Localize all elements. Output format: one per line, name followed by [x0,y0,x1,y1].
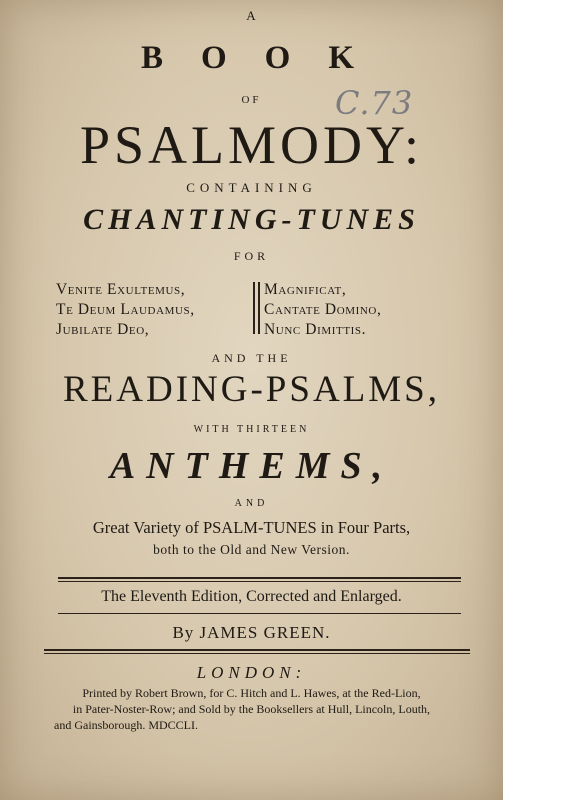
title-article: A [246,8,257,23]
manuscript-shelfmark: C.73 [335,84,414,122]
for-label: FOR [233,249,270,263]
canticle-item: Nunc Dimittis. [264,321,367,338]
canticle-item: Jubilate Deo, [56,321,150,338]
rule-mid [58,613,461,614]
rule-bottom [44,649,470,651]
and-the-label: AND THE [211,351,292,365]
canticles-right-column [264,280,381,340]
imprint-city: LONDON: [196,663,307,682]
edition-statement: The Eleventh Edition, Corrected and Enlarged. [101,588,402,605]
imprint-line: Printed by Robert Brown, for C. Hitch and L. Hawes, at the Red-Lion, [82,686,421,700]
column-divider [253,282,255,334]
title-book: BOOK [140,40,393,76]
rule-top [58,577,461,579]
author-line: By JAMES GREEN. [172,623,331,642]
canticle-item: Venite Exultemus, [56,281,186,298]
canticles-list [0,280,503,340]
canticle-item: Cantate Domino, [264,301,382,318]
with-thirteen-label: WITH THIRTEEN [193,424,310,435]
title-of: OF [241,94,262,106]
main-title: PSALMODY: [79,115,424,175]
canticles-left-column [56,280,195,340]
and-label: AND [234,498,269,509]
version-line: both to the Old and New Version. [153,542,350,557]
anthems-heading: ANTHEMS, [109,445,394,487]
reading-psalms-heading: READING-PSALMS, [62,369,440,410]
margin-blank [503,0,566,800]
rule-top-thin [58,581,461,582]
canticle-item: Magnificat, [264,281,347,298]
imprint-line: in Pater-Noster-Row; and Sold by the Booksellers at Hull, Lincoln, Louth, [72,702,431,716]
chanting-tunes-heading: CHANTING-TUNES [83,203,420,236]
imprint-line: and Gainsborough. MDCCLI. [54,718,198,732]
containing-label: CONTAINING [186,180,317,195]
rule-bottom-thin [44,653,470,654]
column-divider [258,282,260,334]
psalm-tunes-line: Great Variety of PSALM-TUNES in Four Parts, [92,518,411,537]
canticle-item: Te Deum Laudamus, [56,301,195,318]
